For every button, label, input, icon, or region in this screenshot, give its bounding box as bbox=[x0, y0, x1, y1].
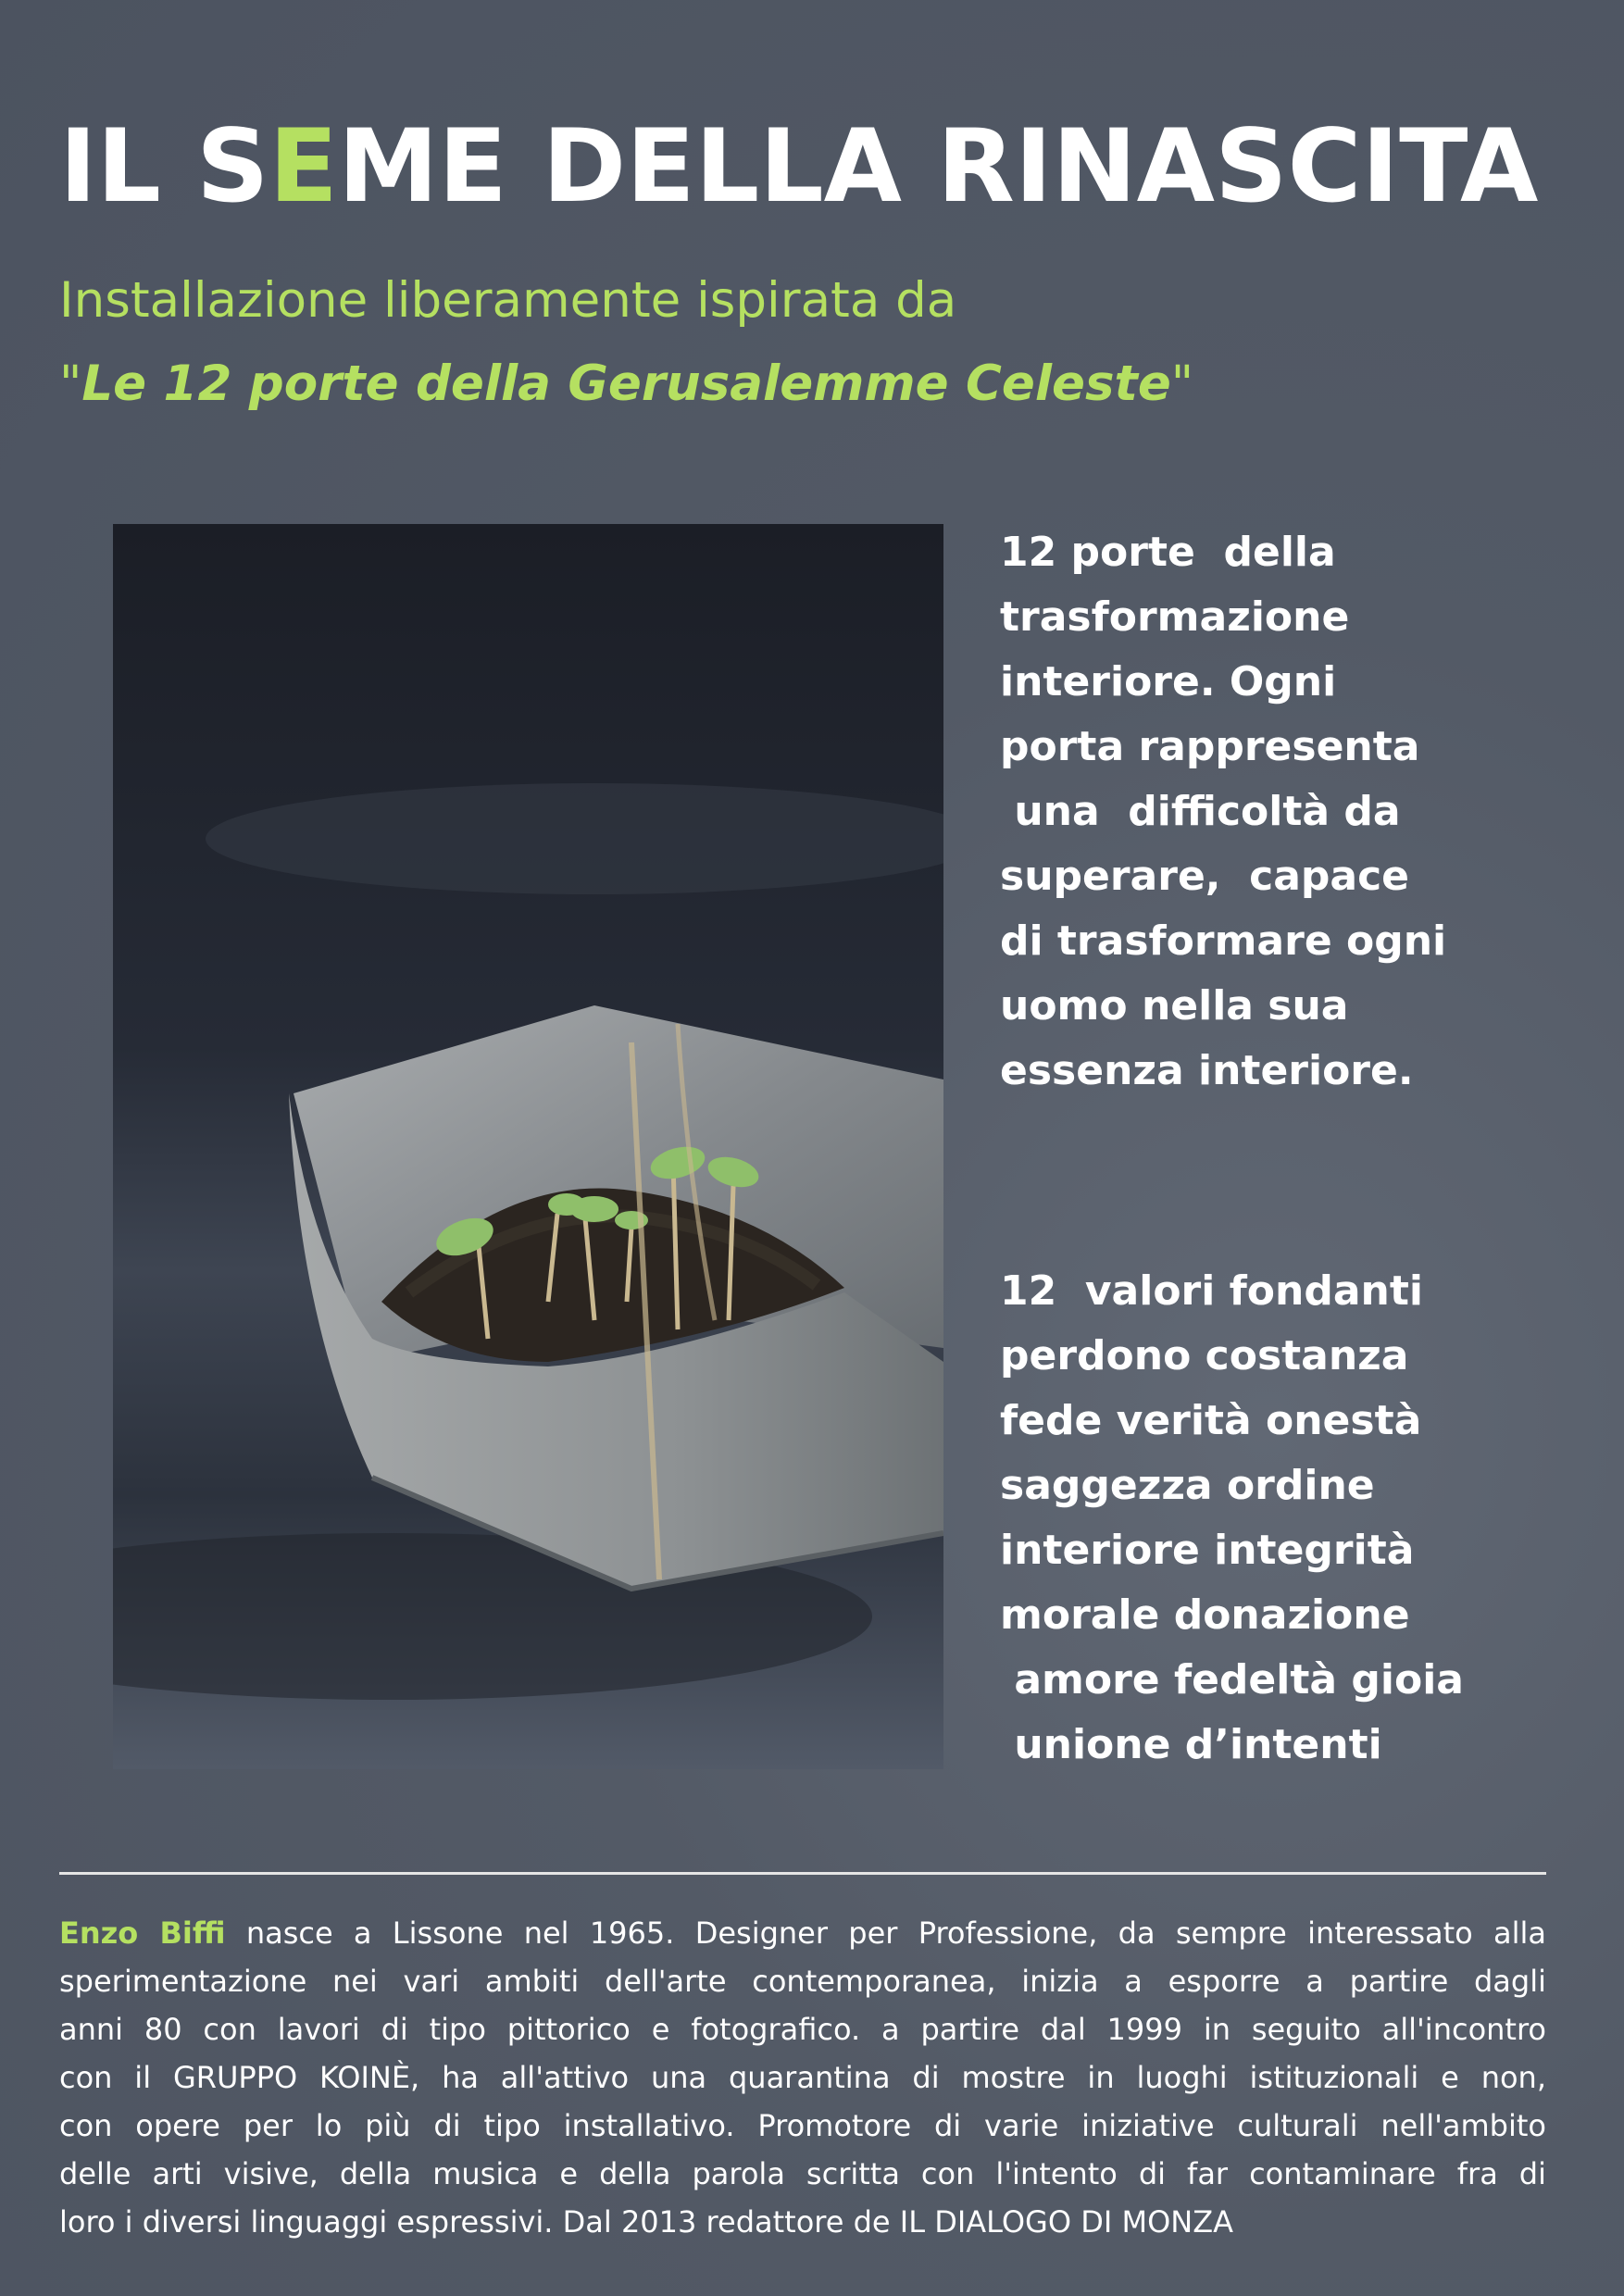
description-block-values bbox=[1000, 1259, 1518, 1778]
title-accent-letter: E bbox=[269, 107, 338, 225]
description-line: unione d’intenti bbox=[1000, 1721, 1382, 1768]
description-line: porta rappresenta bbox=[1000, 723, 1420, 770]
section-divider bbox=[59, 1872, 1546, 1875]
poster-title bbox=[59, 97, 1578, 236]
bio-line: con opere per lo più di tipo installativo. Promotore di varie iniziative culturali nell'ambito bbox=[59, 2108, 1546, 2143]
installation-photo bbox=[113, 524, 943, 1769]
author-bio bbox=[59, 1909, 1546, 2246]
work-name: Le 12 porte della Gerusalemme Celeste bbox=[81, 356, 1171, 412]
description-line: di trasformare ogni bbox=[1000, 917, 1447, 965]
sprout-in-metal-tray-image bbox=[113, 524, 943, 1769]
description-line: saggezza ordine bbox=[1000, 1462, 1375, 1509]
description-line: superare, capace bbox=[1000, 853, 1410, 900]
description-line: fede verità onestà bbox=[1000, 1397, 1422, 1444]
bio-line: delle arti visive, della musica e della parola scritta con l'intento di far contaminare fra di bbox=[59, 2156, 1546, 2191]
description-line: uomo nella sua bbox=[1000, 982, 1349, 1029]
description-line: interiore. Ogni bbox=[1000, 658, 1337, 705]
description-line: perdono costanza bbox=[1000, 1332, 1409, 1379]
subtitle: Installazione liberamente ispirata da bbox=[59, 272, 957, 329]
open-quote: " bbox=[59, 356, 82, 412]
description-line: amore fedeltà gioia bbox=[1000, 1656, 1464, 1703]
bio-line: loro i diversi linguaggi espressivi. Dal 2013 redattore de IL DIALOGO DI MONZA bbox=[59, 2204, 1233, 2240]
description-line: trasformazione bbox=[1000, 593, 1350, 641]
description-block-gates bbox=[1000, 520, 1518, 1104]
title-part-1: IL S bbox=[59, 107, 269, 225]
close-quote: " bbox=[1170, 356, 1194, 412]
description-line: una difficoltà da bbox=[1000, 788, 1401, 835]
title-part-2: ME DELLA RINASCITA bbox=[337, 107, 1539, 225]
bio-line: con il GRUPPO KOINÈ, ha all'attivo una quarantina di mostre in luoghi istituzionali e non, bbox=[59, 2060, 1546, 2095]
subtitle-work-title bbox=[59, 352, 1541, 417]
description-line: morale donazione bbox=[1000, 1591, 1410, 1639]
bio-line: sperimentazione nei vari ambiti dell'arte contemporanea, inizia a esporre a partire dagli bbox=[59, 1964, 1546, 1999]
bio-line bbox=[59, 1909, 1546, 1957]
description-line: 12 porte della bbox=[1000, 529, 1336, 576]
bio-first-line-text: nasce a Lissone nel 1965. Designer per Professione, da sempre interessato alla bbox=[225, 1915, 1547, 1951]
description-line: interiore integrità bbox=[1000, 1527, 1415, 1574]
description-line: 12 valori fondanti bbox=[1000, 1267, 1423, 1315]
bio-line: anni 80 con lavori di tipo pittorico e fotografico. a partire dal 1999 in seguito all'incontro bbox=[59, 2012, 1546, 2047]
description-line: essenza interiore. bbox=[1000, 1047, 1414, 1094]
author-name: Enzo Biffi bbox=[59, 1915, 226, 1951]
